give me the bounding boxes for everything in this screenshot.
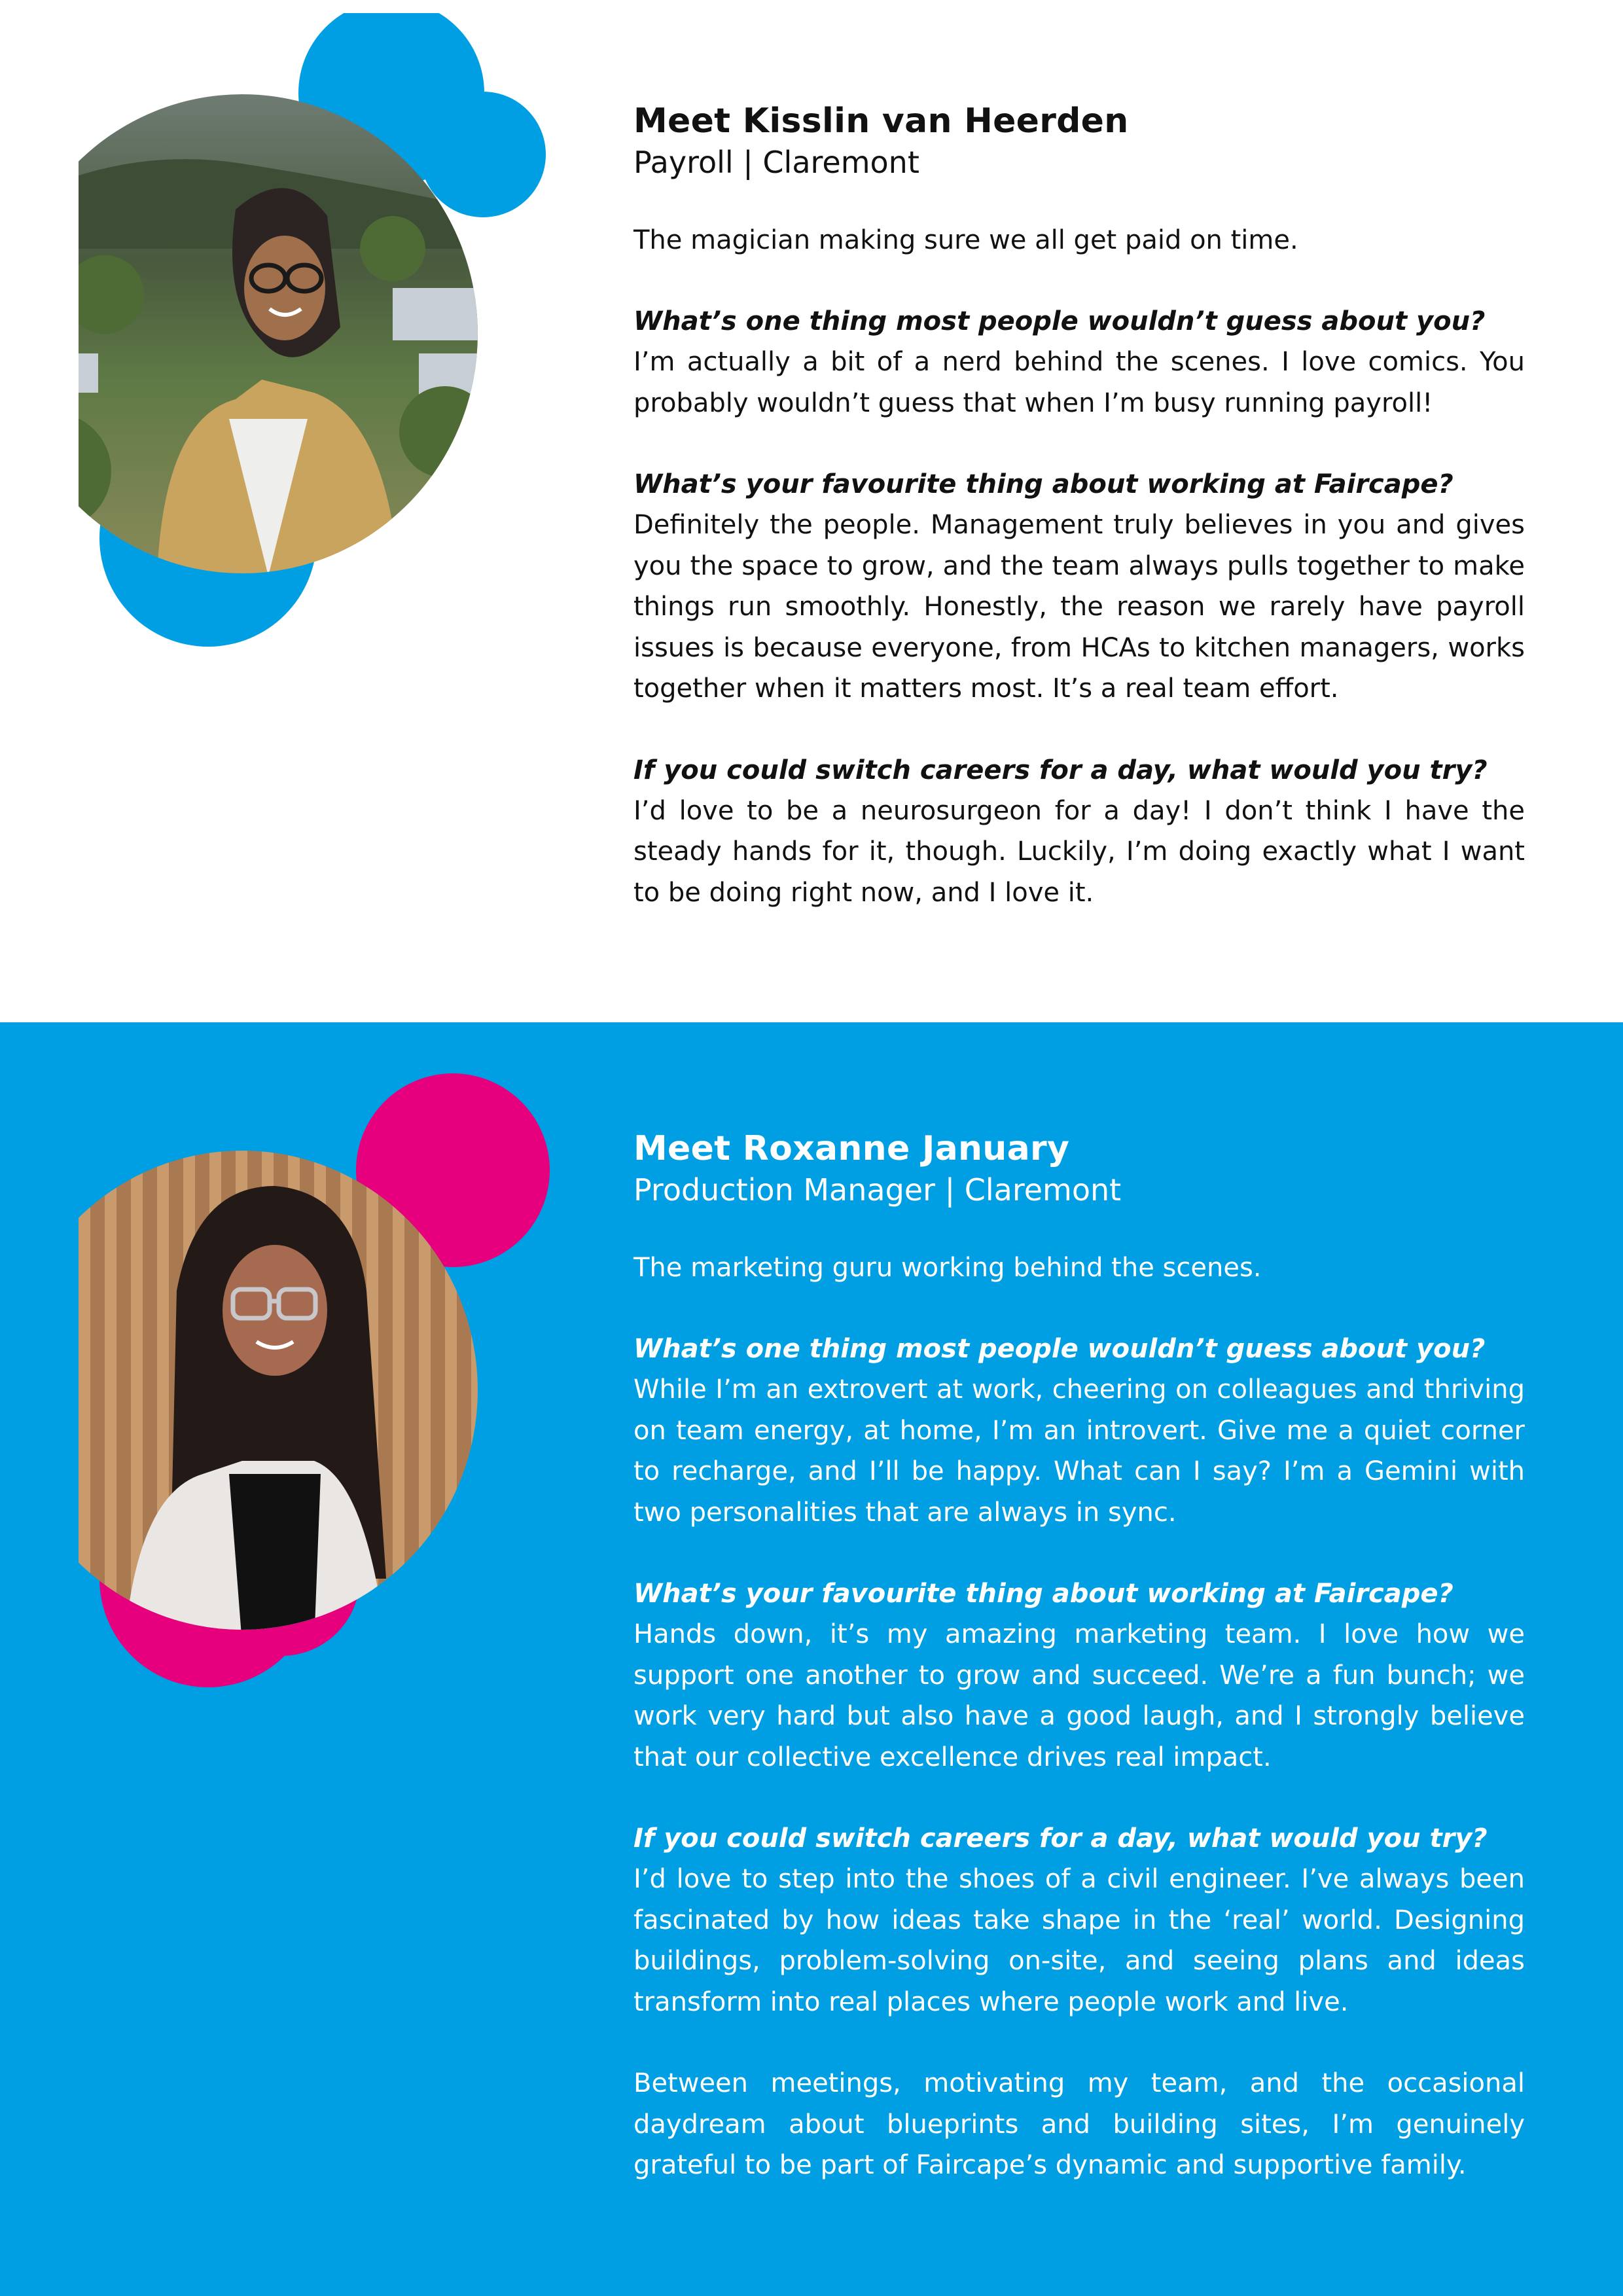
qa-block: [633, 1818, 1525, 2022]
portrait-art-kisslin: [79, 13, 563, 655]
qa-block: [633, 750, 1525, 914]
qa-answer: Hands down, it’s my amazing marketing team. I love how we support one another to grow and succeed. We’re a fun bunch; we work very hard but also have a good laugh, and I strongly believe that our collective excellence drives real impact.: [633, 1619, 1525, 1772]
portrait-art-roxanne: [79, 1068, 563, 1696]
profile-closing: Between meetings, motivating my team, and the occasional daydream about blueprints and building sites, I’m genuinely grateful to be part of Faircape’s dynamic and supportive family.: [633, 2068, 1525, 2180]
qa-question: What’s your favourite thing about working at Faircape?: [633, 469, 1454, 499]
profile-text-roxanne: [633, 1127, 1525, 2186]
profile-section-kisslin: [0, 0, 1623, 1022]
qa-question: What’s one thing most people wouldn’t guess about you?: [633, 1334, 1486, 1364]
qa-answer: Definitely the people. Management truly believes in you and gives you the space to grow, and the team always pulls together to make things run smoothly. Honestly, the reason we rarely have payroll issues is because everyone, from HCAs to kitchen managers, works together when it matters most. It’s a real team effort.: [633, 510, 1525, 704]
qa-block: [633, 464, 1525, 709]
profile-intro: The magician making sure we all get paid on time.: [633, 225, 1298, 255]
profile-intro: The marketing guru working behind the scenes.: [633, 1253, 1262, 1283]
qa-block: [633, 301, 1525, 423]
qa-answer: I’d love to be a neurosurgeon for a day! I don’t think I have the steady hands for it, though. Luckily, I’m doing exactly what I want to be doing right now, and I love it.: [633, 795, 1525, 908]
profile-role: Production Manager | Claremont: [633, 1172, 1122, 1208]
qa-answer: I’m actually a bit of a nerd behind the scenes. I love comics. You probably wouldn’t guess that when I’m busy running payroll!: [633, 347, 1525, 418]
qa-block: [633, 1573, 1525, 1778]
qa-question: If you could switch careers for a day, what would you try?: [633, 755, 1488, 785]
qa-answer: While I’m an extrovert at work, cheering on colleagues and thriving on team energy, at home, I’m an introvert. Give me a quiet corner to recharge, and I’ll be happy. What can I say? I’m a Gemini with two personalities that are always in sync.: [633, 1374, 1525, 1528]
profile-section-roxanne: [0, 1022, 1623, 2296]
profile-text-kisslin: [633, 99, 1525, 954]
qa-block: [633, 1329, 1525, 1533]
qa-question: What’s your favourite thing about working at Faircape?: [633, 1579, 1454, 1609]
profile-name: Meet Roxanne January: [633, 1129, 1070, 1168]
qa-answer: I’d love to step into the shoes of a civil engineer. I’ve always been fascinated by how ideas take shape in the ‘real’ world. Designing buildings, problem-solving on-site, and seeing plans and ideas transform into real places where people work and live.: [633, 1864, 1525, 2017]
qa-question: If you could switch careers for a day, what would you try?: [633, 1823, 1488, 1854]
qa-question: What’s one thing most people wouldn’t guess about you?: [633, 306, 1486, 336]
profile-role: Payroll | Claremont: [633, 145, 919, 180]
profile-name: Meet Kisslin van Heerden: [633, 101, 1129, 141]
